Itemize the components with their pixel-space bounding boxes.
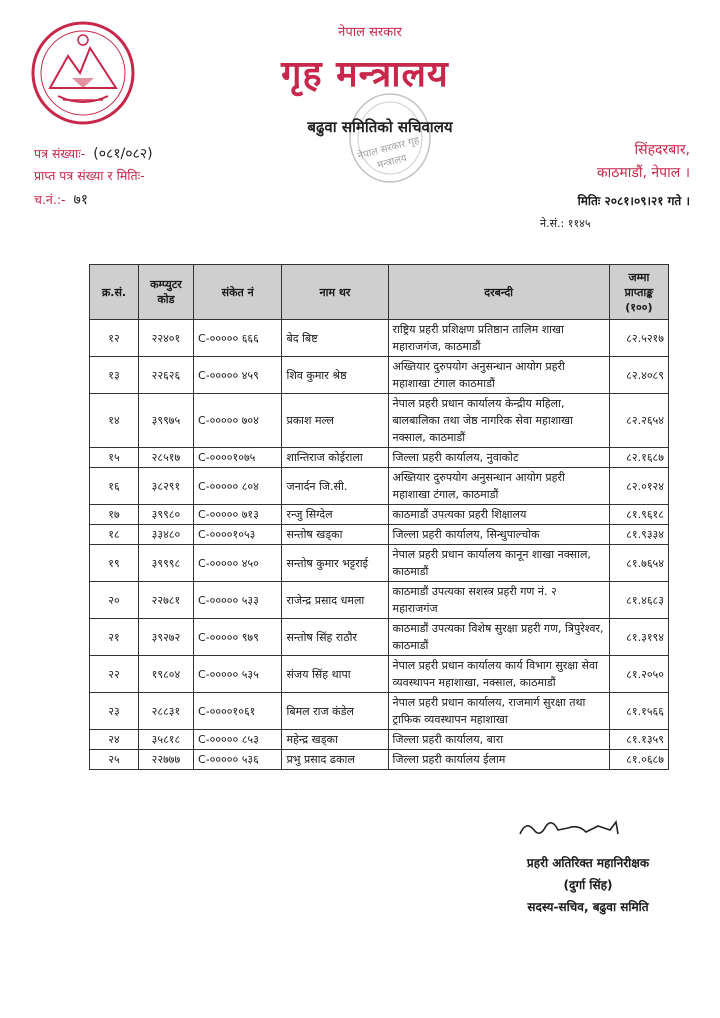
computer-code-cell: ३८२९१ <box>138 468 193 505</box>
name-cell: शिव कुमार श्रेष्ठ <box>282 357 388 394</box>
serial-cell: १५ <box>90 448 139 468</box>
nepal-sambat-date: ने.सं.: ११४५ <box>540 217 591 230</box>
symbol-number-cell: C-००००० ४५० <box>193 545 282 582</box>
symbol-number-cell: C-००००१०६१ <box>193 693 282 730</box>
symbol-number-cell: C-००००० ५३६ <box>193 750 282 770</box>
office-cell: नेपाल प्रहरी प्रधान कार्यालय कार्य विभाग सुरक्षा सेवा व्यवस्थापन महाशाखा, नक्साल, काठमाडौं <box>388 656 609 693</box>
serial-cell: १२ <box>90 320 139 357</box>
computer-code-cell: ३५८१८ <box>138 730 193 750</box>
symbol-number-cell: C-००००० ८०४ <box>193 468 282 505</box>
table-row <box>90 730 669 750</box>
signatory-name: (दुर्गा सिंह) <box>563 878 613 892</box>
serial-cell: २५ <box>90 750 139 770</box>
name-cell: संजय सिंह थापा <box>282 656 388 693</box>
score-cell: ८१.०६८७ <box>609 750 668 770</box>
col-header-office: दरबन्दी <box>388 265 609 320</box>
col-header-name: नाम थर <box>282 265 388 320</box>
serial-cell: १७ <box>90 505 139 525</box>
ministry-title: गृह मन्त्रालय <box>281 54 449 95</box>
computer-code-cell: ३३४८० <box>138 525 193 545</box>
office-cell: नेपाल प्रहरी प्रधान कार्यालय कानून शाखा नक्साल, काठमाडौं <box>388 545 609 582</box>
office-cell: काठमाडौं उपत्यका सशस्त्र प्रहरी गण नं. २ महाराजगंज <box>388 582 609 619</box>
score-cell: ८१.९३३४ <box>609 525 668 545</box>
table-row <box>90 468 669 505</box>
table-row <box>90 357 669 394</box>
score-cell: ८१.४६८३ <box>609 582 668 619</box>
name-cell: सन्तोष कुमार भट्टराई <box>282 545 388 582</box>
score-cell: ८१.१३५९ <box>609 730 668 750</box>
symbol-number-cell: C-००००१०७५ <box>193 448 282 468</box>
office-cell: काठमाडौं उपत्यका विशेष सुरक्षा प्रहरी गण, त्रिपुरेश्वर, काठमाडौं <box>388 619 609 656</box>
address-line-2: काठमाडौं, नेपाल । <box>596 165 690 181</box>
score-cell: ८२.४०८९ <box>609 357 668 394</box>
score-cell: ८१.२०५० <box>609 656 668 693</box>
computer-code-cell: २२४०१ <box>138 320 193 357</box>
serial-cell: २४ <box>90 730 139 750</box>
col-header-computer-code: कम्प्युटर कोड <box>138 265 193 320</box>
table-row <box>90 750 669 770</box>
ref-number-row <box>34 144 153 163</box>
letter-date: मितिः २०८१।०९।२१ गते । <box>577 194 690 208</box>
symbol-number-cell: C-००००० ८५३ <box>193 730 282 750</box>
dispatch-value: ७१ <box>73 192 89 208</box>
table-row <box>90 582 669 619</box>
col-header-total-score: जम्मा प्राप्ताङ्क (१००) <box>609 265 668 320</box>
symbol-number-cell: C-००००० ६६६ <box>193 320 282 357</box>
score-cell: ८२.०१२४ <box>609 468 668 505</box>
symbol-number-cell: C-००००१०५३ <box>193 525 282 545</box>
score-cell: ८२.५२१७ <box>609 320 668 357</box>
received-letter-label: प्राप्त पत्र संख्या र मितिः- <box>34 168 145 183</box>
serial-cell: २२ <box>90 656 139 693</box>
serial-cell: २० <box>90 582 139 619</box>
office-cell: अख्तियार दुरुपयोग अनुसन्धान आयोग प्रहरी महाशाखा टंगाल काठमाडौं <box>388 357 609 394</box>
computer-code-cell: १९८०४ <box>138 656 193 693</box>
serial-cell: १६ <box>90 468 139 505</box>
office-cell: जिल्ला प्रहरी कार्यालय ईलाम <box>388 750 609 770</box>
symbol-number-cell: C-००००० ९७९ <box>193 619 282 656</box>
table-row <box>90 545 669 582</box>
promotion-list-table <box>89 264 669 770</box>
table-row <box>90 693 669 730</box>
government-label: नेपाल सरकार <box>338 25 402 40</box>
symbol-number-cell: C-००००० ५३५ <box>193 656 282 693</box>
score-cell: ८२.१६८७ <box>609 448 668 468</box>
computer-code-cell: २२७७७ <box>138 750 193 770</box>
nepal-emblem-logo <box>28 18 138 128</box>
score-cell: ८१.१५६६ <box>609 693 668 730</box>
office-cell: जिल्ला प्रहरी कार्यालय, नुवाकोट <box>388 448 609 468</box>
office-cell: नेपाल प्रहरी प्रधान कार्यालय केन्द्रीय महिला, बालबालिका तथा जेष्ठ नागरिक सेवा महाशाखा नक्साल, काठमाडौं <box>388 394 609 448</box>
computer-code-cell: २२७८१ <box>138 582 193 619</box>
score-cell: ८१.३१९४ <box>609 619 668 656</box>
serial-cell: १८ <box>90 525 139 545</box>
name-cell: महेन्द्र खड्का <box>282 730 388 750</box>
computer-code-cell: ३९२७२ <box>138 619 193 656</box>
signatory-designation: प्रहरी अतिरिक्त महानिरीक्षक <box>526 856 650 870</box>
office-cell: जिल्ला प्रहरी कार्यालय, सिन्धुपाल्चोक <box>388 525 609 545</box>
serial-cell: २१ <box>90 619 139 656</box>
symbol-number-cell: C-००००० ५३३ <box>193 582 282 619</box>
name-cell: प्रकाश मल्ल <box>282 394 388 448</box>
office-cell: राष्ट्रिय प्रहरी प्रशिक्षण प्रतिष्ठान तालिम शाखा महाराजगंज, काठमाडौं <box>388 320 609 357</box>
computer-code-cell: ३९९७५ <box>138 394 193 448</box>
table-row <box>90 619 669 656</box>
name-cell: जनार्दन जि.सी. <box>282 468 388 505</box>
name-cell: बेद बिष्ट <box>282 320 388 357</box>
signature-image <box>512 812 632 848</box>
computer-code-cell: २८५१७ <box>138 448 193 468</box>
symbol-number-cell: C-००००० ७०४ <box>193 394 282 448</box>
col-header-serial: क्र.सं. <box>90 265 139 320</box>
office-cell: जिल्ला प्रहरी कार्यालय, बारा <box>388 730 609 750</box>
table-row <box>90 394 669 448</box>
office-cell: अख्तियार दुरुपयोग अनुसन्धान आयोग प्रहरी महाशाखा टंगाल, काठमाडौं <box>388 468 609 505</box>
serial-cell: २३ <box>90 693 139 730</box>
score-cell: ८१.७६५४ <box>609 545 668 582</box>
name-cell: प्रभु प्रसाद ढकाल <box>282 750 388 770</box>
name-cell: बिमल राज कंडेल <box>282 693 388 730</box>
computer-code-cell: ३९९९८ <box>138 545 193 582</box>
table-row <box>90 505 669 525</box>
name-cell: राजेन्द्र प्रसाद धमला <box>282 582 388 619</box>
table-row <box>90 320 669 357</box>
symbol-number-cell: C-००००० ४५९ <box>193 357 282 394</box>
seal-text: नेपाल सरकार गृह मन्त्रालय <box>356 135 421 172</box>
office-cell: काठमाडौं उपत्यका प्रहरी शिक्षालय <box>388 505 609 525</box>
table-header-row <box>90 265 669 320</box>
computer-code-cell: २२६२६ <box>138 357 193 394</box>
serial-cell: १९ <box>90 545 139 582</box>
score-cell: ८१.९६१८ <box>609 505 668 525</box>
computer-code-cell: ३९९८० <box>138 505 193 525</box>
ref-number-label: पत्र संख्याः- <box>34 146 86 161</box>
dispatch-label: च.नं.:- <box>34 192 66 207</box>
score-cell: ८२.२६५४ <box>609 394 668 448</box>
dispatch-row <box>34 190 88 209</box>
name-cell: शान्तिराज कोईराला <box>282 448 388 468</box>
symbol-number-cell: C-००००० ७१३ <box>193 505 282 525</box>
col-header-symbol-number: संकेत नं <box>193 265 282 320</box>
name-cell: सन्तोष सिंह राठौर <box>282 619 388 656</box>
address-line-1: सिंहदरबार, <box>634 142 690 158</box>
serial-cell: १३ <box>90 357 139 394</box>
table-row <box>90 656 669 693</box>
computer-code-cell: २८८३१ <box>138 693 193 730</box>
name-cell: सन्तोष खड्का <box>282 525 388 545</box>
name-cell: रन्जु सिग्देल <box>282 505 388 525</box>
secretariat-title: बढुवा समितिको सचिवालय <box>307 118 453 136</box>
office-cell: नेपाल प्रहरी प्रधान कार्यालय, राजमार्ग सुरक्षा तथा ट्राफिक व्यवस्थापन महाशाखा <box>388 693 609 730</box>
table-row <box>90 448 669 468</box>
ref-number-value: (०८१/०८२) <box>93 146 153 162</box>
signatory-role: सदस्य-सचिव, बढुवा समिति <box>527 900 649 914</box>
table-row <box>90 525 669 545</box>
serial-cell: १४ <box>90 394 139 448</box>
